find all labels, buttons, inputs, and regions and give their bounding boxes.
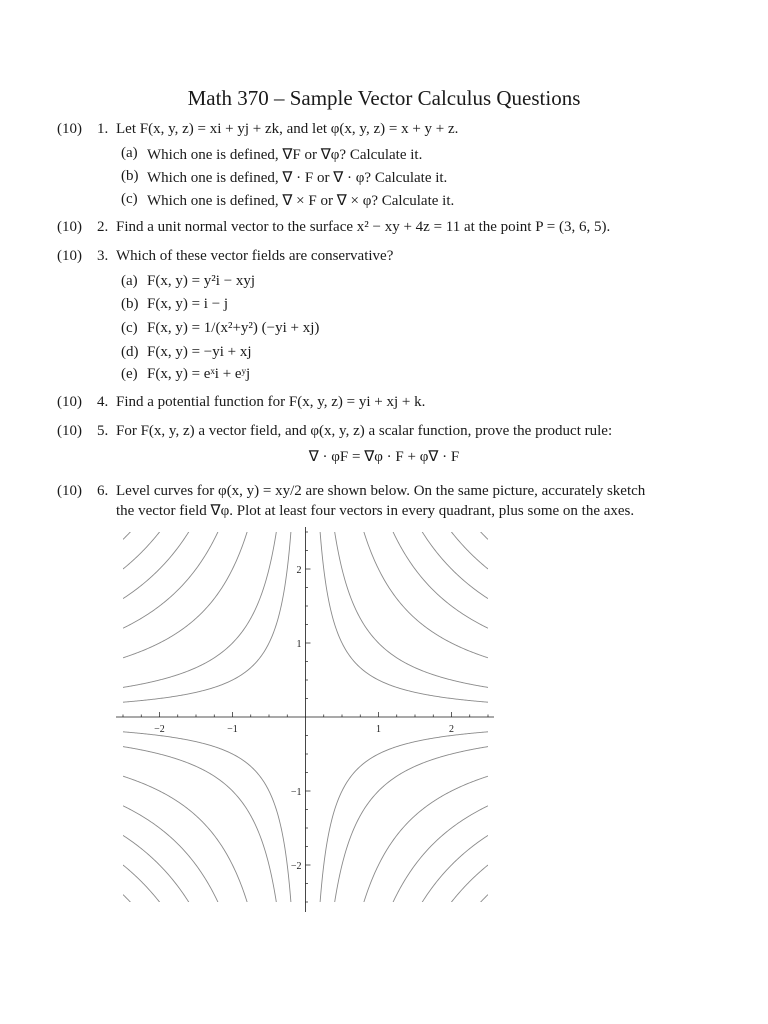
level-curve [123,525,227,628]
q2-points: (10) [57,219,82,235]
q3b-label: (b) [121,296,139,312]
level-curve [123,895,149,920]
q1-text: Let F(x, y, z) = xi + yj + zk, and let φ(x, y, z) = x + y + z. [116,121,459,137]
level-curve [123,835,201,920]
q3d-text: F(x, y) = −yi + xj [147,344,252,360]
q1-number: 1. [97,121,109,137]
level-curves-plot [110,525,510,920]
q2-number: 2. [97,219,109,235]
q5-number: 5. [97,423,109,439]
q3-points: (10) [57,248,82,264]
q5-formula: ∇ · φF = ∇φ · F + φ∇ · F [308,449,460,465]
q4-text: Find a potential function for F(x, y, z) = yi + xj + k. [116,394,426,410]
q3e-label: (e) [121,366,138,382]
x-tick-label: 1 [376,724,381,735]
q5-text: For F(x, y, z) a vector field, and φ(x, y, z) a scalar function, prove the product rule: [116,423,613,439]
level-curve [358,776,488,920]
level-curve [123,806,227,920]
q3-text: Which of these vector fields are conservative? [116,248,394,264]
level-curve [462,525,488,539]
q1b-label: (b) [121,168,139,184]
level-curve [123,525,201,599]
q3d-label: (d) [121,344,139,360]
q6-text: Level curves for φ(x, y) = xy/2 are shown below. On the same picture, accurately sketch [116,483,646,499]
level-curve [410,835,488,920]
level-curve [123,525,253,658]
q6-text-line2: the vector field ∇φ. Plot at least four vectors in every quadrant, plus some on the axes. [116,503,635,519]
q1a-label: (a) [121,145,138,161]
page-title: Math 370 – Sample Vector Calculus Questions [187,86,581,110]
q4-number: 4. [97,394,109,410]
q1c-text: Which one is defined, ∇ × F or ∇ × φ? Calculate it. [147,193,455,209]
q1b-text: Which one is defined, ∇ · F or ∇ · φ? Calculate it. [147,170,448,186]
q6-number: 6. [97,483,109,499]
level-curve [123,747,279,918]
y-tick-label: −2 [290,861,302,872]
q3c-label: (c) [121,320,138,336]
q3-number: 3. [97,248,109,264]
q3c-text: F(x, y) = 1/(x²+y²) (−yi + xj) [147,320,320,336]
level-curve [462,895,488,920]
q3a-label: (a) [121,273,138,289]
level-curve [332,747,488,918]
level-curve [436,525,488,569]
q1c-label: (c) [121,191,138,207]
level-curve [384,525,488,628]
level-curve [123,776,253,920]
q5-points: (10) [57,423,82,439]
y-tick-label: 2 [296,565,302,576]
q1a-text: Which one is defined, ∇F or ∇φ? Calculate it. [147,147,423,163]
y-tick-label: 1 [296,639,302,650]
q6-points: (10) [57,483,82,499]
q3b-text: F(x, y) = i − j [147,296,229,312]
q2-text: Find a unit normal vector to the surface x² − xy + 4z = 11 at the point P = (3, 6, 5). [116,219,611,235]
q3a-text: F(x, y) = y²i − xyj [147,273,256,289]
level-curve [410,525,488,599]
q1-points: (10) [57,121,82,137]
level-curve [358,525,488,658]
level-curve [123,525,175,569]
q4-points: (10) [57,394,82,410]
y-tick-label: −1 [290,787,302,798]
level-curve [123,525,149,539]
level-curve [384,806,488,920]
x-tick-label: 2 [449,724,454,735]
q3e-text: F(x, y) = eˣi + eʸj [147,366,251,382]
x-tick-label: −1 [227,724,238,735]
x-tick-label: −2 [154,724,165,735]
